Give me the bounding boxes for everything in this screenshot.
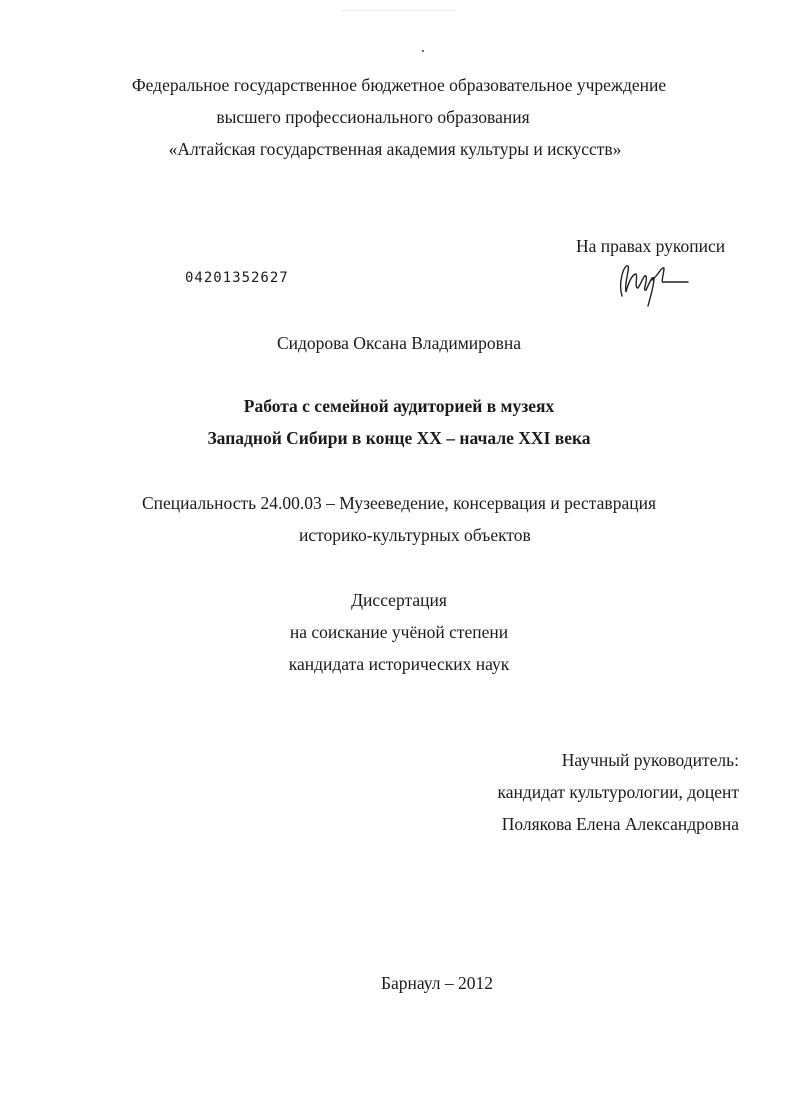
degree-line-2: на соискание учёной степени xyxy=(289,622,509,642)
specialty-line-1: Специальность 24.00.03 – Музееведение, консервация и реставрация xyxy=(141,493,656,513)
author-name: Сидорова Оксана Владимировна xyxy=(276,333,522,353)
dissertation-title-line-1: Работа с семейной аудиторией в музеях xyxy=(243,396,555,416)
degree-line-3: кандидата исторических наук xyxy=(288,654,510,674)
archive-number: 04201352627 xyxy=(185,270,289,286)
scan-speck xyxy=(422,50,424,52)
city-year: Барнаул – 2012 xyxy=(380,973,494,993)
supervisor-name: Полякова Елена Александровна xyxy=(501,814,739,834)
scan-artifact-line xyxy=(0,10,798,12)
manuscript-rights-note: На правах рукописи xyxy=(576,236,726,256)
institution-line-1: Федеральное государственное бюджетное образовательное учреждение xyxy=(131,75,667,95)
supervisor-label: Научный руководитель: xyxy=(561,750,739,770)
author-signature xyxy=(612,258,692,308)
degree-line-1: Диссертация xyxy=(351,590,447,610)
supervisor-title: кандидат культурологии, доцент xyxy=(497,782,739,802)
dissertation-title-line-2: Западной Сибири в конце XX – начале XXI века xyxy=(207,428,591,448)
institution-line-2: высшего профессионального образования xyxy=(216,107,530,127)
specialty-line-2: историко-культурных объектов xyxy=(299,525,531,545)
institution-line-3: «Алтайская государственная академия культуры и искусств» xyxy=(168,139,622,159)
